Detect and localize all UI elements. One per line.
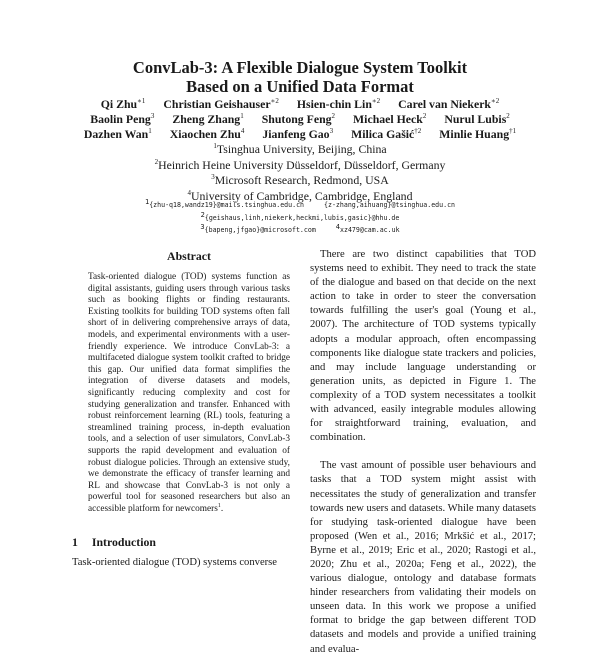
email: $^3${bapeng,jfgao}@microsoft.com bbox=[200, 222, 316, 234]
email: $^1${zhu-q18,wandz19}@mails.tsinghua.edu.cn bbox=[144, 197, 305, 209]
footnote-mark: 1 bbox=[217, 502, 221, 509]
author: Baolin Peng$^3$ bbox=[90, 112, 155, 126]
abstract-text: Task-oriented dialogue (TOD) systems function as digital assistants, guiding users through various tasks such as booking flights or finding restaurants. Existing toolkits for building TOD systems often fall short of in delivering comprehensive arrays of data, models, and experimental environments with a user-friendly experience. We introduce ConvLab-3: a multifaceted dialogue system toolkit crafted to bridge this gap. Our unified data format simplifies the integration of diverse datasets and models, significantly reducing complexity and cost for studying generalization and transfer. Enhanced with robust reinforcement learning (RL) tools, featuring a streamlined training process, in-depth evaluation tools, and a selection of user simulators, ConvLab-3 supports the rapid development and evaluation of robust dialogue policies. Through an extensive study, we demonstrate the efficacy of transfer learning and RL and showcase that ConvLab-3 is not only a powerful tool for seasoned researchers but also an accessible platform for newcomers$^1$. bbox=[88, 272, 290, 514]
author: Qi Zhu$^{∗1}$ bbox=[100, 97, 146, 111]
author: Xiaochen Zhu$^4$ bbox=[169, 127, 245, 141]
email-list bbox=[0, 199, 600, 237]
affiliation: $^2$Heinrich Heine University Düsseldorf, Düsseldorf, Germany bbox=[154, 157, 446, 172]
email-row-3 bbox=[0, 224, 600, 237]
author-row-2 bbox=[60, 112, 540, 127]
author: Minlie Huang$^{\dagger 1}$ bbox=[439, 127, 517, 141]
section-number: 1 bbox=[72, 535, 78, 550]
author: Michael Heck$^2$ bbox=[353, 112, 427, 126]
section-heading-introduction bbox=[72, 534, 290, 550]
email: $^2${geishaus,linh,niekerk,heckmi,lubis,gasic}@hhu.de bbox=[200, 210, 400, 222]
author-row-1 bbox=[60, 97, 540, 112]
author: Jianfeng Gao$^3$ bbox=[262, 127, 334, 141]
email-row-2 bbox=[0, 212, 600, 225]
section-title: Introduction bbox=[91, 535, 156, 550]
author: Hsien-chin Lin$^{∗2}$ bbox=[296, 97, 381, 111]
paragraph: The vast amount of possible user behaviours and tasks that a TOD system might assist with necessitates the study of generalization and transfer towards new users and datasets. While many datasets for studying task-oriented dialogue have been proposed (Wen et al., 2016; Mrkšić et al., 2017; Byrne et al., 2019; Eric et al., 2020; Rastogi et al., 2020; Zhu et al., 2020a; Feng et al., 2022), the various dialogue, ontology and database formats hinder researchers from validating their models on unseen data. In this work we propose a unified format to bridge the gap between different TOD datasets and models and provide a unified training and evalua- bbox=[310, 460, 536, 655]
author-list bbox=[60, 97, 540, 142]
author: Nurul Lubis$^2$ bbox=[444, 112, 510, 126]
email: $^4$xz479@cam.ac.uk bbox=[335, 222, 400, 234]
affiliation: $^1$Tsinghua University, Beijing, China bbox=[213, 142, 387, 156]
affiliation-list bbox=[0, 142, 600, 204]
affiliation: $^3$Microsoft Research, Redmond, USA bbox=[211, 173, 389, 187]
author: Milica Gašić$^{\dagger 2}$ bbox=[351, 127, 422, 141]
left-column bbox=[72, 248, 290, 571]
author-row-3 bbox=[60, 127, 540, 142]
affiliation: $^4$University of Cambridge, Cambridge, England bbox=[187, 188, 413, 203]
author: Shutong Feng$^2$ bbox=[261, 112, 336, 126]
author: Carel van Niekerk$^{∗2}$ bbox=[398, 97, 500, 111]
author: Dazhen Wan$^1$ bbox=[83, 127, 152, 141]
right-column bbox=[310, 248, 536, 657]
author: Zheng Zhang$^1$ bbox=[172, 112, 244, 126]
email-row-1 bbox=[0, 199, 600, 212]
paragraph: There are two distinct capabilities that TOD systems need to exhibit. They need to track the state of the dialogue and based on that decide on the next action to take in order to steer the conversation towards fulfilling the user's goal (Young et al., 2007). The architecture of TOD systems typically adopts a modular approach, often encompassing components like dialogue state trackers and policies, and may include language understanding or generation units, as depicted in Figure 1. The complexity of a TOD system necessitates a toolkit with advanced, easily integrable modules allowing for straightforward training, evaluation, and combination. bbox=[310, 249, 536, 444]
paper-title bbox=[0, 58, 600, 96]
title-line-1: ConvLab-3: A Flexible Dialogue System Toolkit bbox=[132, 58, 468, 77]
title-line-2: Based on a Unified Data Format bbox=[186, 77, 414, 96]
email: {z-zhang,aihuang}@tsinghua.edu.cn bbox=[324, 201, 456, 209]
abstract-heading: Abstract bbox=[167, 249, 211, 263]
author: Christian Geishauser$^{∗2}$ bbox=[163, 97, 279, 111]
intro-first-line: Task-oriented dialogue (TOD) systems converse bbox=[72, 557, 277, 569]
